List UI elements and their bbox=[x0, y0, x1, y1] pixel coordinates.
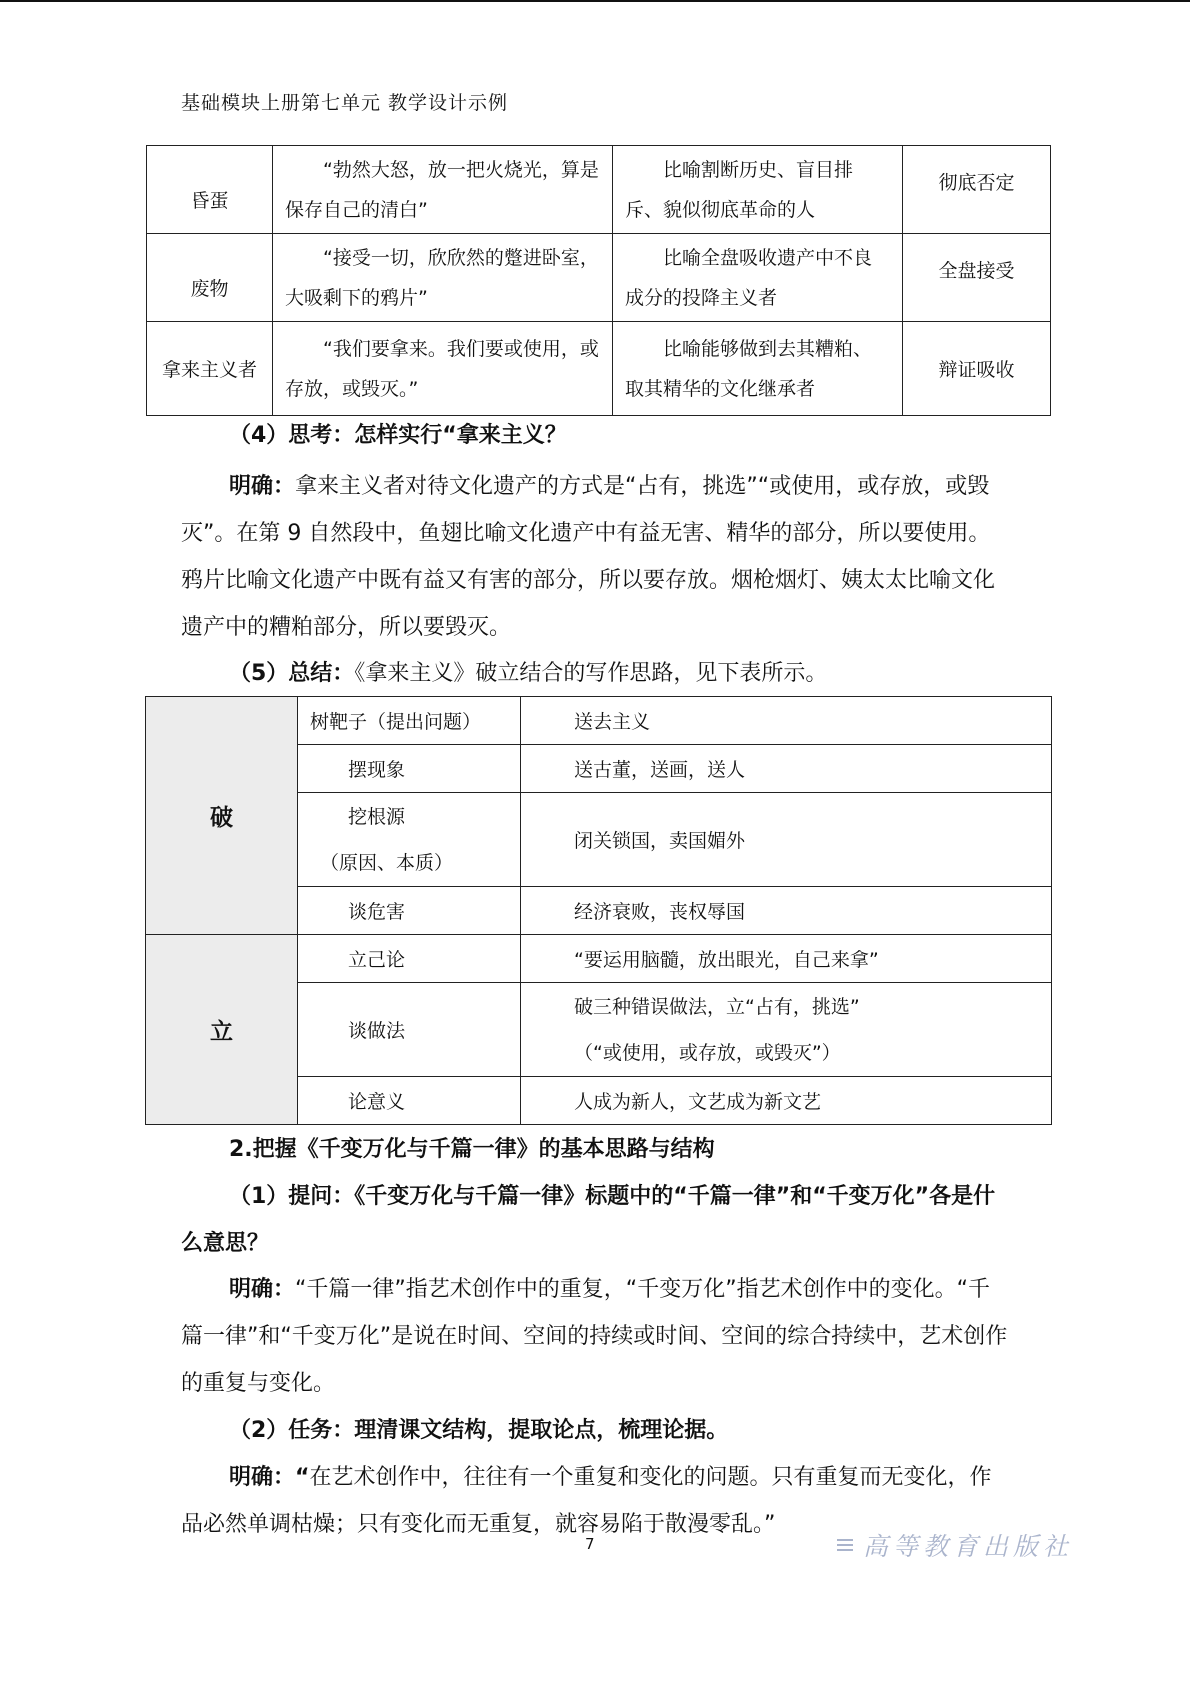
summary-text: 《拿来主义》破立结合的写作思路，见下表所示。 bbox=[354, 661, 828, 686]
section-2-heading: 2.把握《千变万化与千篇一律》的基本思路与结构 bbox=[229, 1137, 715, 1162]
page-number: 7 bbox=[585, 1535, 595, 1553]
table-cell: 经济衰败，丧权辱国 bbox=[521, 887, 1052, 935]
table-cell: “勃然大怒，放一把火烧光，算是保存自己的清白” bbox=[273, 146, 613, 234]
top-rule bbox=[0, 0, 1190, 2]
table-cell: “接受一切，欣欣然的蹩进卧室，大吸剩下的鸦片” bbox=[273, 234, 613, 322]
answer-text: 拿来主义者对待文化遗产的方式是“占有，挑选”“或使用，或存放，或毁灭”。在第 9 自然段中，鱼翅比喻文化遗产中有益无害、精华的部分，所以要使用。鸦片比喻文化遗产中既有益又有害的部分，所以要存放。烟枪烟灯、姨太太比喻文化遗产中的糟粕部分，所以要毁灭。 bbox=[181, 474, 996, 640]
summary-5 bbox=[229, 650, 1059, 697]
question-1: （1）提问：《千变万化与千篇一律》标题中的“千篇一律”和“千变万化”各是什么意思？ bbox=[181, 1184, 996, 1256]
table-cell: 树靶子（提出问题） bbox=[298, 697, 521, 745]
table-row bbox=[147, 322, 1051, 416]
table-cell: 辩证吸收 bbox=[903, 322, 1051, 416]
table-cell: 谈危害 bbox=[298, 887, 521, 935]
step-line: （原因、本质） bbox=[320, 851, 454, 874]
answer-text: 在艺术创作中，往往有一个重复和变化的问题。只有重复而无变化，作品必然单调枯燥；只有变化而无重复，就容易陷于散漫零乱。” bbox=[181, 1465, 992, 1537]
summary-label: （5）总结： bbox=[229, 661, 355, 686]
step-line: 挖根源 bbox=[348, 805, 406, 828]
publisher-name: 高等教育出版社 bbox=[863, 1532, 1074, 1561]
content-line: （“或使用，或存放，或毁灭”） bbox=[574, 1041, 841, 1064]
table-cell: 谈做法 bbox=[298, 983, 521, 1077]
table-cell: “我们要拿来。我们要或使用，或存放，或毁灭。” bbox=[273, 322, 613, 416]
page-header: 基础模块上册第七单元 教学设计示例 bbox=[181, 92, 509, 114]
table-cell: 闭关锁国，卖国媚外 bbox=[521, 793, 1052, 887]
table-cell: 昏蛋 bbox=[147, 146, 273, 234]
question-2: （2）任务：理清课文结构，提取论点，梳理论据。 bbox=[229, 1418, 729, 1443]
group-po: 破 bbox=[146, 697, 298, 935]
table-row bbox=[147, 234, 1051, 322]
table-cell: 全盘接受 bbox=[903, 234, 1051, 322]
answer-1 bbox=[181, 1266, 1011, 1407]
content-line: 破三种错误做法，立“占有，挑选” bbox=[574, 995, 860, 1018]
table-cell: “要运用脑髓，放出眼光，自己来拿” bbox=[521, 935, 1052, 983]
group-li: 立 bbox=[146, 935, 298, 1125]
answer-4 bbox=[181, 463, 1011, 651]
table-cell bbox=[298, 793, 521, 887]
answer-text: “千篇一律”指艺术创作中的重复，“千变万化”指艺术创作中的变化。“千篇一律”和“千变万化”是说在时间、空间的持续或时间、空间的综合持续中，艺术创作的重复与变化。 bbox=[181, 1277, 1008, 1396]
table-row bbox=[146, 935, 1052, 983]
table-cell: 送古董，送画，送人 bbox=[521, 745, 1052, 793]
table-cell: 摆现象 bbox=[298, 745, 521, 793]
table-cell bbox=[521, 983, 1052, 1077]
table-row bbox=[146, 697, 1052, 745]
table-cell: 论意义 bbox=[298, 1077, 521, 1125]
table-cell: 立己论 bbox=[298, 935, 521, 983]
table-row bbox=[147, 146, 1051, 234]
table-cell: 废物 bbox=[147, 234, 273, 322]
table-cell: 彻底否定 bbox=[903, 146, 1051, 234]
answer-label: 明确： bbox=[229, 474, 296, 499]
metaphor-table bbox=[146, 145, 1051, 416]
table-cell: 送去主义 bbox=[521, 697, 1052, 745]
table-cell: 比喻割断历史、盲目排斥、貌似彻底革命的人 bbox=[613, 146, 903, 234]
publisher-logo bbox=[835, 1527, 1073, 1563]
table-cell: 比喻能够做到去其糟粕、取其精华的文化继承者 bbox=[613, 322, 903, 416]
table-cell: 人成为新人，文艺成为新文艺 bbox=[521, 1077, 1052, 1125]
answer-label: 明确：“ bbox=[229, 1465, 310, 1490]
structure-table bbox=[145, 696, 1052, 1125]
publisher-mark-icon bbox=[835, 1537, 855, 1553]
question-4: （4）思考：怎样实行“拿来主义？ bbox=[229, 423, 567, 448]
table-cell: 比喻全盘吸收遗产中不良成分的投降主义者 bbox=[613, 234, 903, 322]
table-cell: 拿来主义者 bbox=[147, 322, 273, 416]
answer-label: 明确： bbox=[229, 1277, 296, 1302]
